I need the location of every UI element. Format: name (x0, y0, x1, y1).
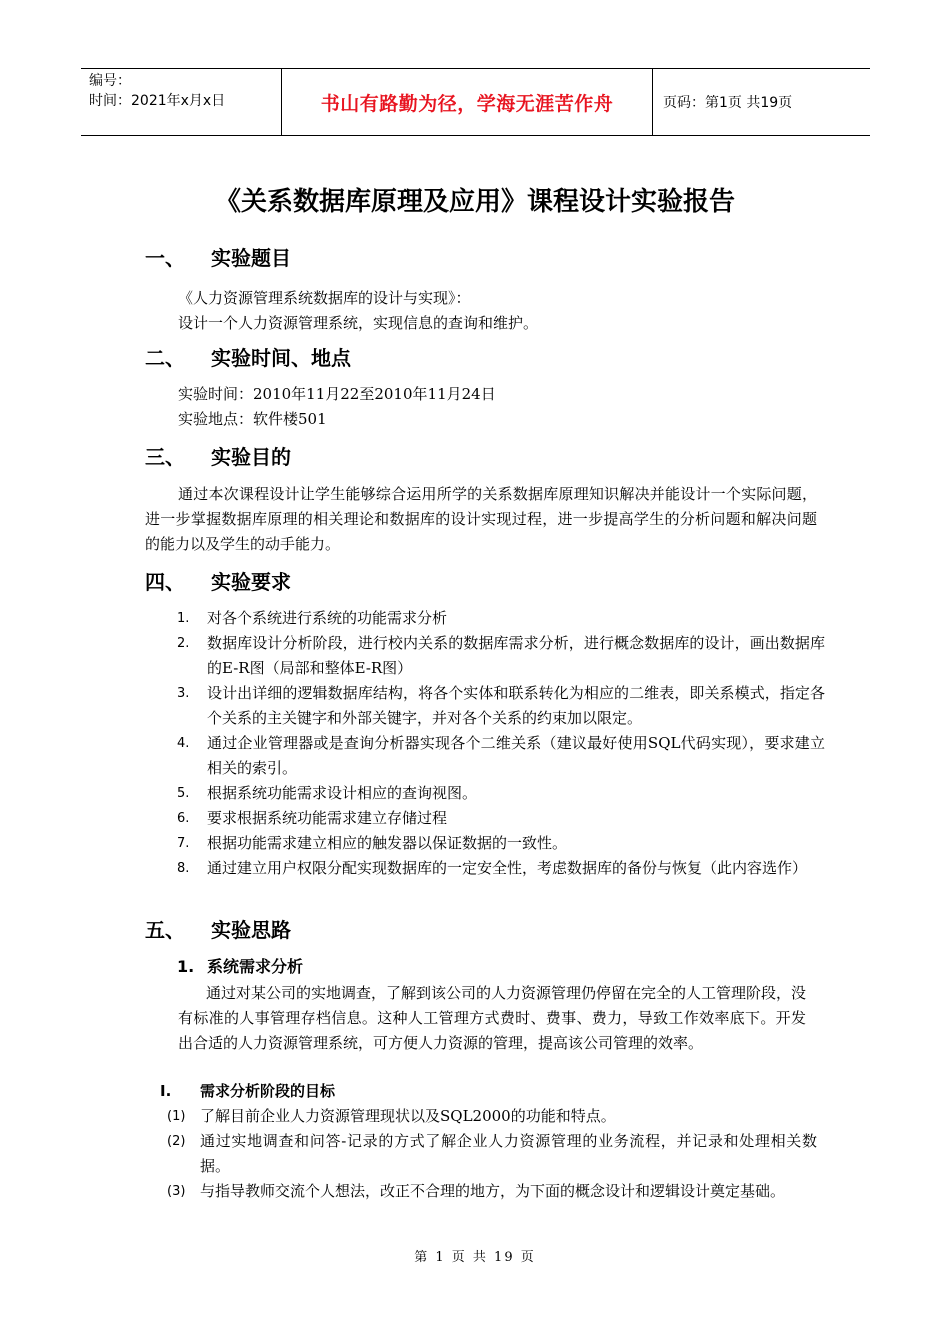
list-item-number: 6. (177, 811, 190, 826)
doc-date-label: 时间：2021年x月x日 (89, 93, 226, 109)
list-item-number: 4. (177, 736, 190, 751)
experiment-time: 实验时间：2010年11月22至2010年11月24日 (178, 385, 496, 403)
list-item (145, 1179, 817, 1204)
doc-number-label: 编号： (89, 73, 131, 89)
header-page-cell (653, 69, 870, 135)
list-item (145, 631, 825, 681)
motto-text: 书山有路勤为径，学海无涯苦作舟 (320, 92, 614, 115)
topic-line-1: 《人力资源管理系统数据库的设计与实现》： (178, 289, 471, 307)
list-item-text: 设计出详细的逻辑数据库结构，将各个实体和联系转化为相应的二维表，即关系模式，指定各个关系的主关键字和外部关键字，并对各个关系的约束加以限定。 (207, 684, 825, 727)
list-item-text: 通过建立用户权限分配实现数据库的一定安全性，考虑数据库的备份与恢复（此内容选作） (207, 859, 808, 877)
list-item (145, 681, 825, 731)
list-item-number: 7. (177, 836, 190, 851)
page-title: 《关系数据库原理及应用》课程设计实验报告 (214, 187, 735, 217)
list-item (145, 1104, 817, 1129)
section-number: 二、 (145, 346, 185, 370)
section-heading-topic (145, 243, 291, 273)
section-number: 五、 (145, 918, 185, 942)
goal-heading-title: 需求分析阶段的目标 (200, 1082, 336, 1100)
list-item-text: 了解目前企业人力资源管理现状以及SQL2000的功能和特点。 (200, 1107, 616, 1125)
section-heading-time-place (145, 343, 351, 373)
section-heading-approach (145, 915, 291, 945)
goal-heading-number: I. (160, 1082, 172, 1100)
header-table (81, 68, 870, 136)
list-item-number: 1. (177, 611, 190, 626)
list-item-text: 通过企业管理器或是查询分析器实现各个二维关系（建议最好使用SQL代码实现），要求建立相关的索引。 (207, 734, 825, 777)
list-item (145, 1129, 817, 1179)
list-item-text: 与指导教师交流个人想法，改正不合理的地方，为下面的概念设计和逻辑设计奠定基础。 (200, 1182, 786, 1200)
approach-paragraph: 通过对某公司的实地调查，了解到该公司的人力资源管理仍停留在完全的人工管理阶段，没有标准的人事管理存档信息。这种人工管理方式费时、费事、费力，导致工作效率底下。开发出合适的人力资源管理系统，可方便人力资源的管理，提高该公司管理的效率。 (178, 984, 807, 1052)
section-title: 实验思路 (211, 918, 291, 942)
list-item (145, 781, 825, 806)
list-item-text: 根据系统功能需求设计相应的查询视图。 (207, 784, 478, 802)
section-title: 实验时间、地点 (211, 346, 351, 370)
section-title: 实验目的 (211, 445, 291, 469)
list-item-number: 3. (177, 686, 190, 701)
list-item-number: 5. (177, 786, 190, 801)
section-number: 三、 (145, 445, 185, 469)
goal-heading (160, 1079, 335, 1103)
list-item-text: 根据功能需求建立相应的触发器以保证数据的一致性。 (207, 834, 568, 852)
experiment-place: 实验地点：软件楼501 (178, 410, 327, 428)
list-item-text: 要求根据系统功能需求建立存储过程 (207, 809, 448, 827)
subsection-heading (177, 954, 303, 980)
page-footer: 第 1 页 共 19 页 (414, 1250, 536, 1265)
list-item (145, 856, 825, 881)
list-item (145, 606, 825, 631)
section-heading-requirements (145, 567, 291, 597)
list-item-number: (3) (167, 1184, 186, 1199)
goals-list (145, 1104, 817, 1204)
list-item-text: 通过实地调查和问答-记录的方式了解企业人力资源管理的业务流程，并记录和处理相关数据。 (200, 1132, 817, 1175)
page-number-label: 页码：第1页 共19页 (663, 95, 793, 111)
section-number: 一、 (145, 246, 185, 270)
list-item-text: 数据库设计分析阶段，进行校内关系的数据库需求分析，进行概念数据库的设计，画出数据库的E-R图（局部和整体E-R图） (207, 634, 825, 677)
subsection-number: 1. (177, 957, 195, 976)
list-item-number: 2. (177, 636, 190, 651)
section-number: 四、 (145, 570, 185, 594)
list-item-number: (1) (167, 1109, 186, 1124)
list-item-text: 对各个系统进行系统的功能需求分析 (207, 609, 448, 627)
list-item (145, 806, 825, 831)
list-item (145, 831, 825, 856)
section-heading-purpose (145, 442, 291, 472)
list-item-number: 8. (177, 861, 190, 876)
section-title: 实验题目 (211, 246, 291, 270)
list-item-number: (2) (167, 1134, 186, 1149)
purpose-paragraph: 通过本次课程设计让学生能够综合运用所学的关系数据库原理知识解决并能设计一个实际问题，进一步掌握数据库原理的相关理论和数据库的设计实现过程，进一步提高学生的分析问题和解决问题的能力以及学生的动手能力。 (145, 485, 817, 553)
topic-line-2: 设计一个人力资源管理系统，实现信息的查询和维护。 (178, 314, 539, 332)
subsection-title: 系统需求分析 (207, 957, 304, 976)
requirements-list (145, 606, 825, 881)
list-item (145, 731, 825, 781)
header-motto-cell (282, 69, 653, 135)
section-title: 实验要求 (211, 570, 291, 594)
header-info-cell (81, 69, 282, 135)
